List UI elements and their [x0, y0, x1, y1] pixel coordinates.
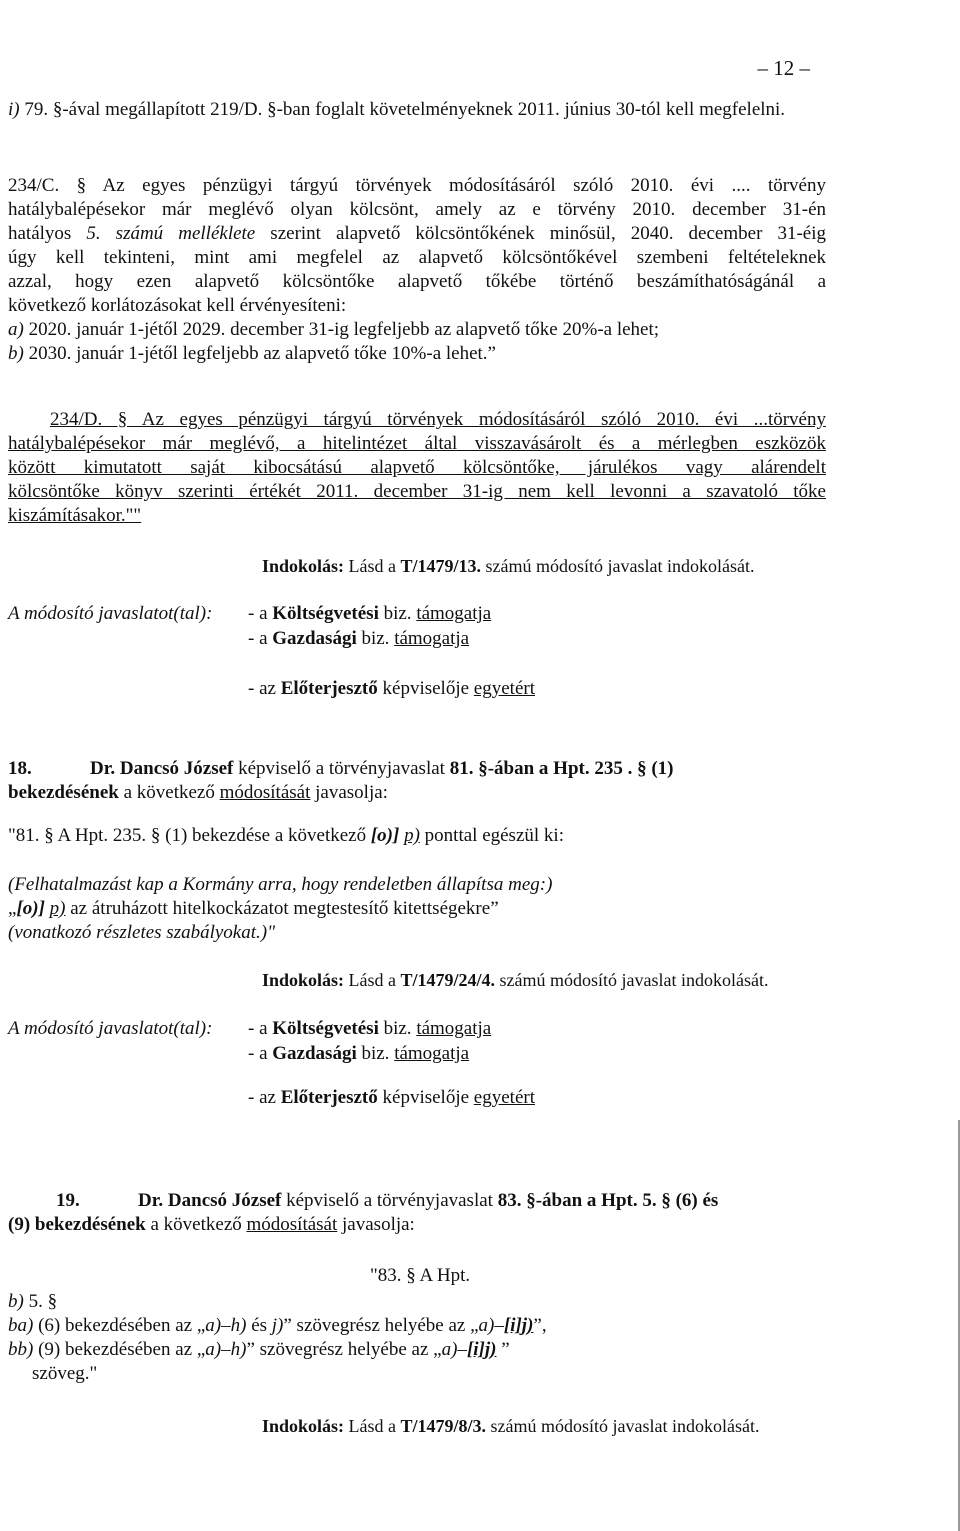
section-234c: [8, 174, 826, 366]
paragraph-text: 79. §-ával megállapított 219/D. §-ban foglalt követelményeknek 2011. június 30-tól kell megfelelni.: [19, 99, 786, 120]
justification-1: Indokolás: Lásd a T/1479/13. számú módosító javaslat indokolását.: [262, 556, 755, 576]
text-line: hatályos 5. számú melléklete szerint alapvető kölcsöntőkének minősül, 2040. december 31-éig: [8, 223, 826, 244]
text-line: 234/C. § Az egyes pénzügyi tárgyú törvények módosításáról szóló 2010. évi .... törvény: [8, 175, 826, 196]
item-19: 19. Dr. Dancsó József képviselő a törvényjavaslat 83. §-ában a Hpt. 5. § (6) és (9) bekezdésének a következő módosítását javasolja:: [8, 1190, 719, 1235]
justification-2: Indokolás: Lásd a T/1479/24/4. számú módosító javaslat indokolását.: [262, 970, 769, 990]
item-19-quote: "83. § A Hpt.: [370, 1265, 471, 1286]
section-234d: [8, 408, 826, 528]
support-row-3: - az Előterjesztő képviselője egyetért: [248, 1087, 535, 1108]
item-18-citation: (Felhatalmazást kap a Kormány arra, hogy rendeletben állapítsa meg:) „[o)] p) az átruházott hitelkockázatot megtestesítő kitettségekre” (vonatkozó részletes szabályokat.)": [8, 874, 553, 943]
text-line: kiszámításakor."": [8, 505, 142, 526]
text-line: hatálybalépésekor már meglévő, a hitelintézet által visszavásárolt és a mérlegben eszközök: [8, 433, 826, 454]
text-line: kölcsöntőke könyv szerinti értékét 2011. december 31-ig nem kell levonni a szavatoló tőke: [8, 481, 826, 502]
list-item-a: a) 2020. január 1-jétől 2029. december 31-ig legfeljebb az alapvető tőke 20%-a lehet;: [8, 319, 660, 340]
text-line: 234/D. § Az egyes pénzügyi tárgyú törvények módosításáról szóló 2010. évi ...törvény: [50, 409, 826, 430]
text-line: azzal, hogy ezen alapvető kölcsöntőke alapvető tőkébe történő beszámíthatóságánál a: [8, 271, 826, 292]
text-line: hatálybalépésekor már meglévő olyan kölcsönt, amely az e törvény 2010. december 31-én: [8, 199, 826, 220]
support-row-1: A módosító javaslatot(tal): - a Költségvetési biz. támogatja: [8, 1018, 492, 1039]
paragraph-i: [8, 98, 826, 122]
justification-3: Indokolás: Lásd a T/1479/8/3. számú módosító javaslat indokolását.: [262, 1416, 760, 1436]
support-row-3: - az Előterjesztő képviselője egyetért: [248, 678, 535, 699]
support-label: A módosító javaslatot(tal):: [8, 603, 213, 624]
item-19-body: b) 5. § ba) (6) bekezdésében az „a)–h) és j)” szövegrész helyébe az „a)–[i]j)”, bb) (9) bekezdésében az „a)–h)” szövegrész helyébe az „a)–[i]j) ” szöveg.": [8, 1291, 547, 1384]
support-row-1: A módosító javaslatot(tal): - a Költségvetési biz. támogatja: [8, 603, 492, 624]
support-label: A módosító javaslatot(tal):: [8, 1018, 213, 1039]
item-18-quote: "81. § A Hpt. 235. § (1) bekezdése a következő [o)] p) ponttal egészül ki:: [8, 825, 564, 846]
list-item-b: b) 2030. január 1-jétől legfeljebb az alapvető tőke 10%-a lehet.”: [8, 343, 496, 364]
support-row-2: - a Gazdasági biz. támogatja: [248, 628, 470, 649]
item-marker: i): [8, 99, 20, 120]
page-number: – 12 –: [757, 56, 810, 80]
text-line: következő korlátozásokat kell érvényesíteni:: [8, 295, 347, 316]
support-row-2: - a Gazdasági biz. támogatja: [248, 1043, 470, 1064]
text-line: úgy kell tekinteni, mint ami megfelel az alapvető kölcsöntőkével szembeni feltételeknek: [8, 247, 826, 268]
item-18: 18. Dr. Dancsó József képviselő a törvényjavaslat 81. §-ában a Hpt. 235 . § (1) bekezdésének a következő módosítását javasolja:: [8, 758, 674, 803]
text-line: között kimutatott saját kibocsátású alapvető kölcsöntőke, járulékos vagy alárendelt: [8, 457, 826, 478]
